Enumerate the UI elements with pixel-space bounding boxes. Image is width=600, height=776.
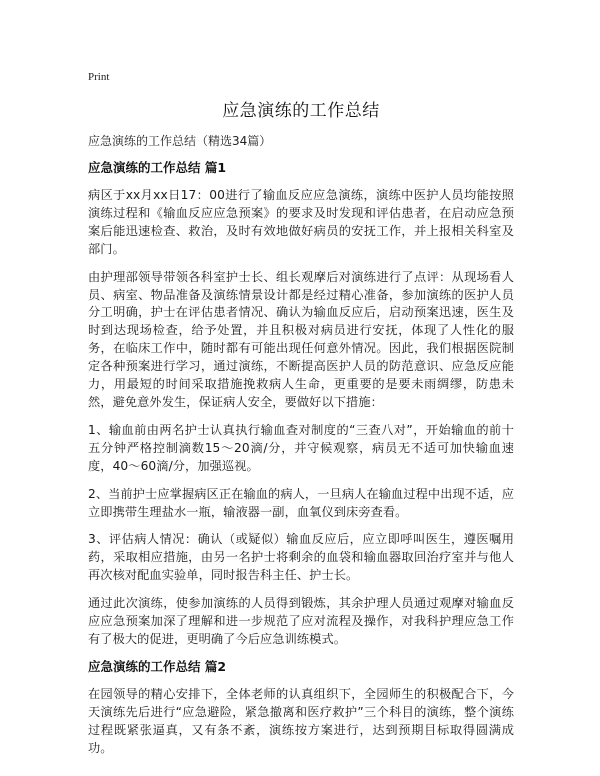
paragraph: 在园领导的精心安排下，全体老师的认真组织下，全园师生的积极配合下，今天演练先后进行“应急避险，紧急撤离和医疗救护”三个科目的演练，整个演练过程既紧张逼真，又有条不紊，演练按方案进行，达到预期目标取得圆满成功。 [88, 686, 514, 755]
document-subtitle: 应急演练的工作总结（精选34篇） [88, 134, 272, 148]
paragraph: 1、输血前由两名护士认真执行输血查对制度的“三查八对”，开始输血的前十五分钟严格控制滴数15～20滴/分，并守候观察，病员无不适可加快输血速度，40～60滴/分，加强巡视。 [88, 422, 514, 473]
section-1 [88, 159, 514, 649]
document-page [88, 70, 514, 757]
paragraph: 通过此次演练，使参加演练的人员得到锻炼，其余护理人员通过观摩对输血反应应急预案加深了理解和进一步规范了应对流程及操作，对我科护理应急工作有了极大的促进，更明确了今后应急训练模式。 [88, 596, 514, 646]
page-title: 应急演练的工作总结 [222, 101, 380, 121]
paragraph: 病区于xx月xx日17：00进行了输血反应应急演练，演练中医护人员均能按照演练过程和《输血反应应急预案》的要求及时发现和评估患者，在启动应急预案后能迅速检查、救治，及时有效地做好病员的安抚工作，并上报相关科室及部门。 [88, 188, 514, 256]
section-heading: 应急演练的工作总结 篇1 [88, 160, 227, 175]
paragraph: 3、评估病人情况：确认（或疑似）输血反应后，应立即呼叫医生，遵医嘱用药，采取相应措施，由另一名护士将剩余的血袋和输血器取回治疗室并与他人再次核对配血实验单，同时报告科主任、护士长。 [88, 532, 514, 583]
section-2 [88, 658, 514, 758]
print-label: Print [88, 71, 110, 83]
paragraph: 2、当前护士应掌握病区正在输血的病人，一旦病人在输血过程中出现不适，应立即携带生理盐水一瓶，输液器一副，血氧仪到床旁查看。 [88, 486, 514, 519]
paragraph: 由护理部领导带领各科室护士长、组长观摩后对演练进行了点评：从现场看人员、病室、物品准备及演练情景设计都是经过精心准备，参加演练的医护人员分工明确，护士在评估患者情况、确认为输血反应后，启动预案迅速，医生及时到达现场检查，给予处置，并且积极对病员进行安抚，体现了人性化的服务，在临床工作中，随时都有可能出现任何意外情况。因此，我们根据医院制定各种预案进行学习，通过演练，不断提高医护人员的防范意识、应急反应能力，用最短的时间采取措施挽救病人生命，更重要的是要未雨绸缪，防患未然，避免意外发生，保证病人安全，要做好以下措施： [88, 269, 514, 409]
section-heading: 应急演练的工作总结 篇2 [88, 658, 227, 674]
